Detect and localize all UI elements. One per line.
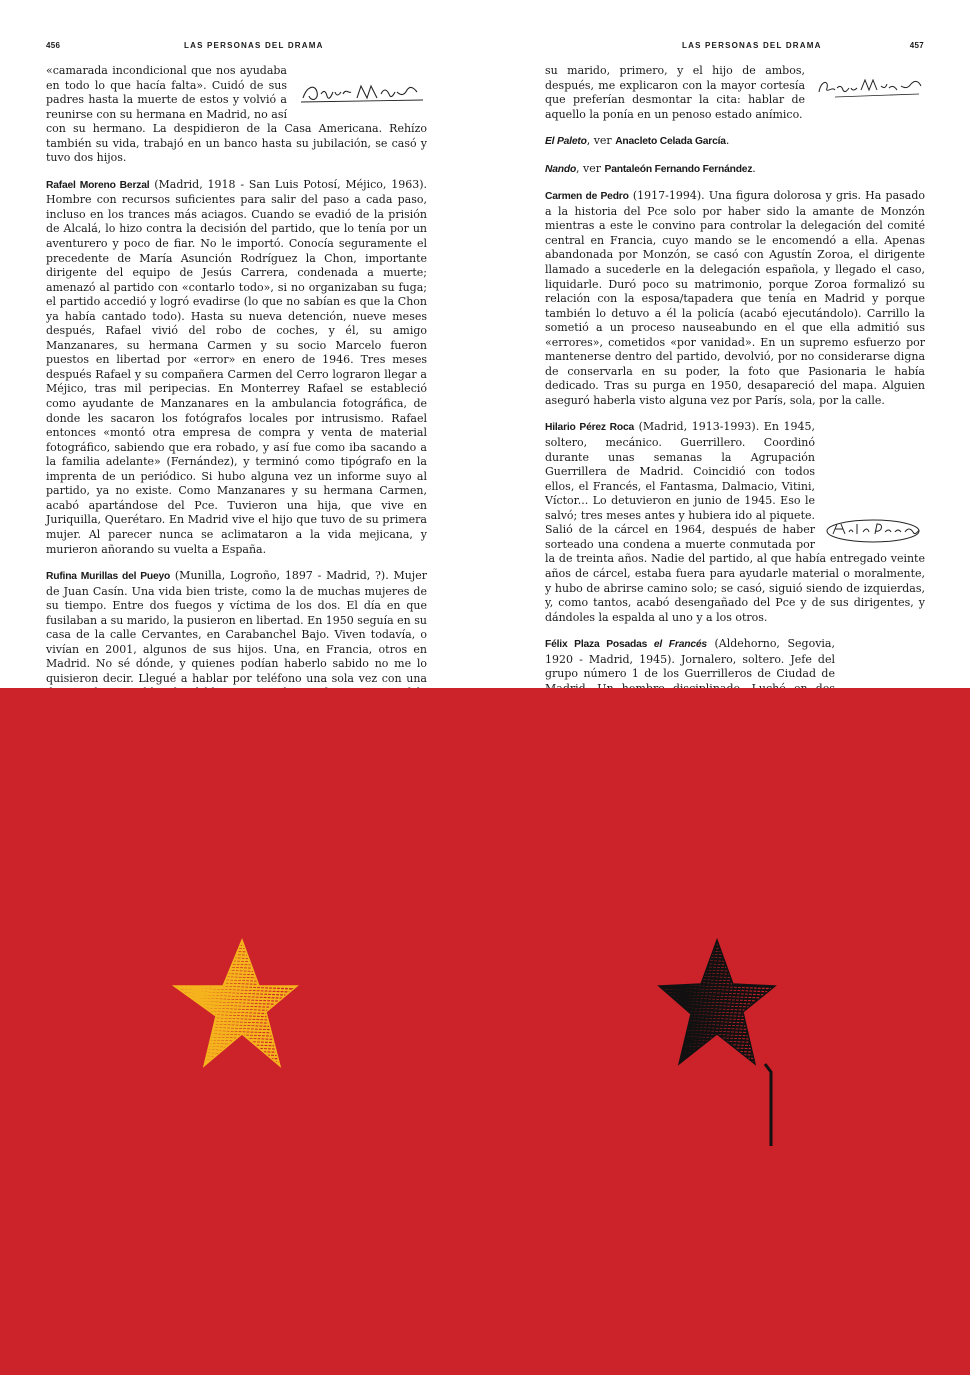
entry-name: Nando <box>545 163 577 175</box>
entry-continuation <box>545 64 925 122</box>
entry-text: (Madrid, 1918 - San Luis Potosí, Méjico, 1963). Hombre con recursos suficientes para salir del paso a cada paso, incluso en los trances más aciagos. Cuando se evadió de la prisión de Alcalá, lo hizo contra la decisión del partido, que lo tenía por un aventurero y poco de fiar. No le importó. Conocía seguramente el precedente de María Asunción Rodríguez la Chon, importante dirigente del equipo de Jesús Carrera, condenada a muerte; amenazó al partido con «contarlo todo», si no organizaban su fuga; el partido accedió y logró evadirse (lo que no sabían es que la Chon ya había cantado todo). Hasta su nueva detención, nueve meses después, Rafael vivió del robo de coches, y él, su amigo Manzanares, su hermana Carmen y su socio Marcelo fueron puestos en libertad por «error» en enero de 1946. Tres meses después Rafael y su compañera Carmen del Cerro lograron llegar a Méjico, tras mil peripecias. En Monterrey Rafael se estableció como ayudante de Manzanares en la ambulancia fotográfica, de donde les sacaron los fotógrafos locales por intrusismo. Rafael entonces «montó otra empresa de compra y venta de material fotográfico, sabiendo que era robado, y así fue como iba sacando a la familia adelante» (Fernández), y terminó como tipógrafo en la imprenta de un periódico. Si hubo alguna vez un informe suyo al partido, ya no existe. Como Manzanares y su hermana Carmen, acabó apartándose del Pce. Tuvieron una hija, que vive en Juriquilla, Querétaro. En Madrid vive el hijo que tuvo de su primera mujer. Al parecer nunca se aclimataron a la vida mejicana, y murieron añorando su vuelta a España. <box>46 177 427 556</box>
entry-continuation <box>46 64 427 166</box>
entry-end: . <box>725 134 730 148</box>
left-page <box>0 0 485 688</box>
entry-ref: Pantaleón Fernando Fernández <box>604 163 753 175</box>
black-star-icon <box>655 936 785 1156</box>
entry-rafael-moreno-berzal <box>46 178 427 557</box>
entry-name: Rafael Moreno Berzal <box>46 179 150 191</box>
page-number: 456 <box>46 41 61 50</box>
entry-end: . <box>752 161 756 175</box>
signature-hilario-perez <box>825 516 925 548</box>
entry-name: Rufina Murillas del Pueyo <box>46 571 171 583</box>
entry-text: su marido, primero, y el hijo de ambos, después, me explicaron con la mayor cortesía que preferían desmontar la cita: hablar de aquello la ponía en un penoso estado anímico. <box>545 64 805 121</box>
entry-text: (1917-1994). Una figura dolorosa y gris. Ha pasado a la historia del Pce solo por haber sido la amante de Monzón mientras a este le convino para controlar la delegación del comité central en Francia, cuyo mando se le encomendó a ella. Apenas abandonada por Monzón, se casó con Agustín Zoroa, el dirigente llamado a sucederle en la delegación española, y llegado el caso, liquidarle. Duró poco su matrimonio, porque Zoroa formalizó su relación con la esposa/tapadera que tenía en Madrid y porque también lo detuvo a él la policía (acabó ejecutándolo). Carrillo la sometió a un proceso nauseabundo en el que ella admitió sus «errores», cometidos «por vanidad». En un supremo esfuerzo por mantenerse dentro del partido, devolvió, por no considerarse digna de conservarla en su poder, la foto que Pasionaria le había dedicado. Tras su purga en 1950, desapareció del mapa. Alguien aseguró haberla visto alguna vez por París, sola, por la calle. <box>545 189 925 407</box>
page-number: 457 <box>909 41 924 50</box>
yellow-star-icon <box>170 936 300 1072</box>
entry-name: El Paleto <box>545 136 587 148</box>
entry-text: «camarada incondicional que nos ayudaba en todo lo que hacía falta». Cuidó de sus padres hasta la muerte de estos y volvió a reunirse con su hermana en Madrid, no así con su hermano. La despidieron de la Casa Americana. Rehízo también su vida, trabajó en un banco hasta su jubilación, se casó y tuvo dos hijos. <box>46 64 427 165</box>
entry-nando <box>545 162 925 178</box>
entry-carmen-de-pedro <box>545 189 925 408</box>
entry-nick: el Francés <box>647 639 707 651</box>
star-hatching <box>657 940 785 1071</box>
entry-name: Carmen de Pedro <box>545 191 629 203</box>
right-text-column <box>545 64 925 781</box>
right-page <box>485 0 970 688</box>
entry-text: , ver <box>586 134 616 148</box>
entry-name: Hilario Pérez Roca <box>545 422 635 434</box>
signature-rufina-murillas <box>815 74 925 100</box>
red-band <box>0 688 970 1375</box>
right-page-header <box>531 41 924 55</box>
entry-name: Félix Plaza Posadas <box>545 639 648 651</box>
signature-suarez-moreno <box>297 80 427 106</box>
entry-text: , ver <box>576 161 605 175</box>
star-hatching <box>172 940 300 1071</box>
entry-text: (Madrid, 1913-1993). En 1945, soltero, mecánico. Guerrillero. Coordinó durante unas semanas la Agrupación Guerrillera de Madrid. Coincidió con todos ellos, el Francés, el Fantasma, Dalmacio, Vitini, Víctor... Lo detuvieron en junio de 1945. Eso le salvó; tres meses antes y hubiera ido al piquete. Salió de la cárcel en 1964, después de haber sorteado una condena a muerte conmutada por la de treinta años. Nadie del partido, al que había entregado veinte años de cárcel, estaba fuera para ayudarle material o moralmente, y hubo de abrirse camino solo; se casó, siguió siendo de izquierdas, y, como tantos, acabó desengañado del Pce y de sus dirigentes, y dándoles la espalda al uno y a los otros. <box>545 420 925 624</box>
entry-hilario-perez-roca <box>545 420 925 625</box>
left-page-header <box>46 41 439 55</box>
entry-el-paleto <box>545 134 925 150</box>
running-head: LAS PERSONAS DEL DRAMA <box>682 41 822 50</box>
running-head: LAS PERSONAS DEL DRAMA <box>184 41 324 50</box>
entry-text: (Munilla, Logroño, 1897 - Madrid, ?). Mujer de Juan Casín. Una vida bien triste, como la de muchas mujeres de su tiempo. Entre dos fuegos y víctima de los dos. El día en que fusilaban a su marido, la pusieron en libertad. En 1950 seguía en su casa de la calle Cervantes, en Carabanchel Bajo. Viven todavía, o vivían en 2001, algunos de sus hijos. Una, en Francia, otros en Madrid. No sé dónde, y quienes podían haberlo sabido no me lo quisieron decir. Llegué a hablar por teléfono una sola vez con una <box>46 569 427 685</box>
left-text-column <box>46 64 427 771</box>
entry-ref: Anacleto Celada García <box>615 136 726 148</box>
entry-text: (Aldehorno, Segovia, 1920 - Madrid, 1945). Jornalero, soltero. Jefe del grupo número 1 de los Guerrilleros de Ciudad de <box>545 637 835 681</box>
